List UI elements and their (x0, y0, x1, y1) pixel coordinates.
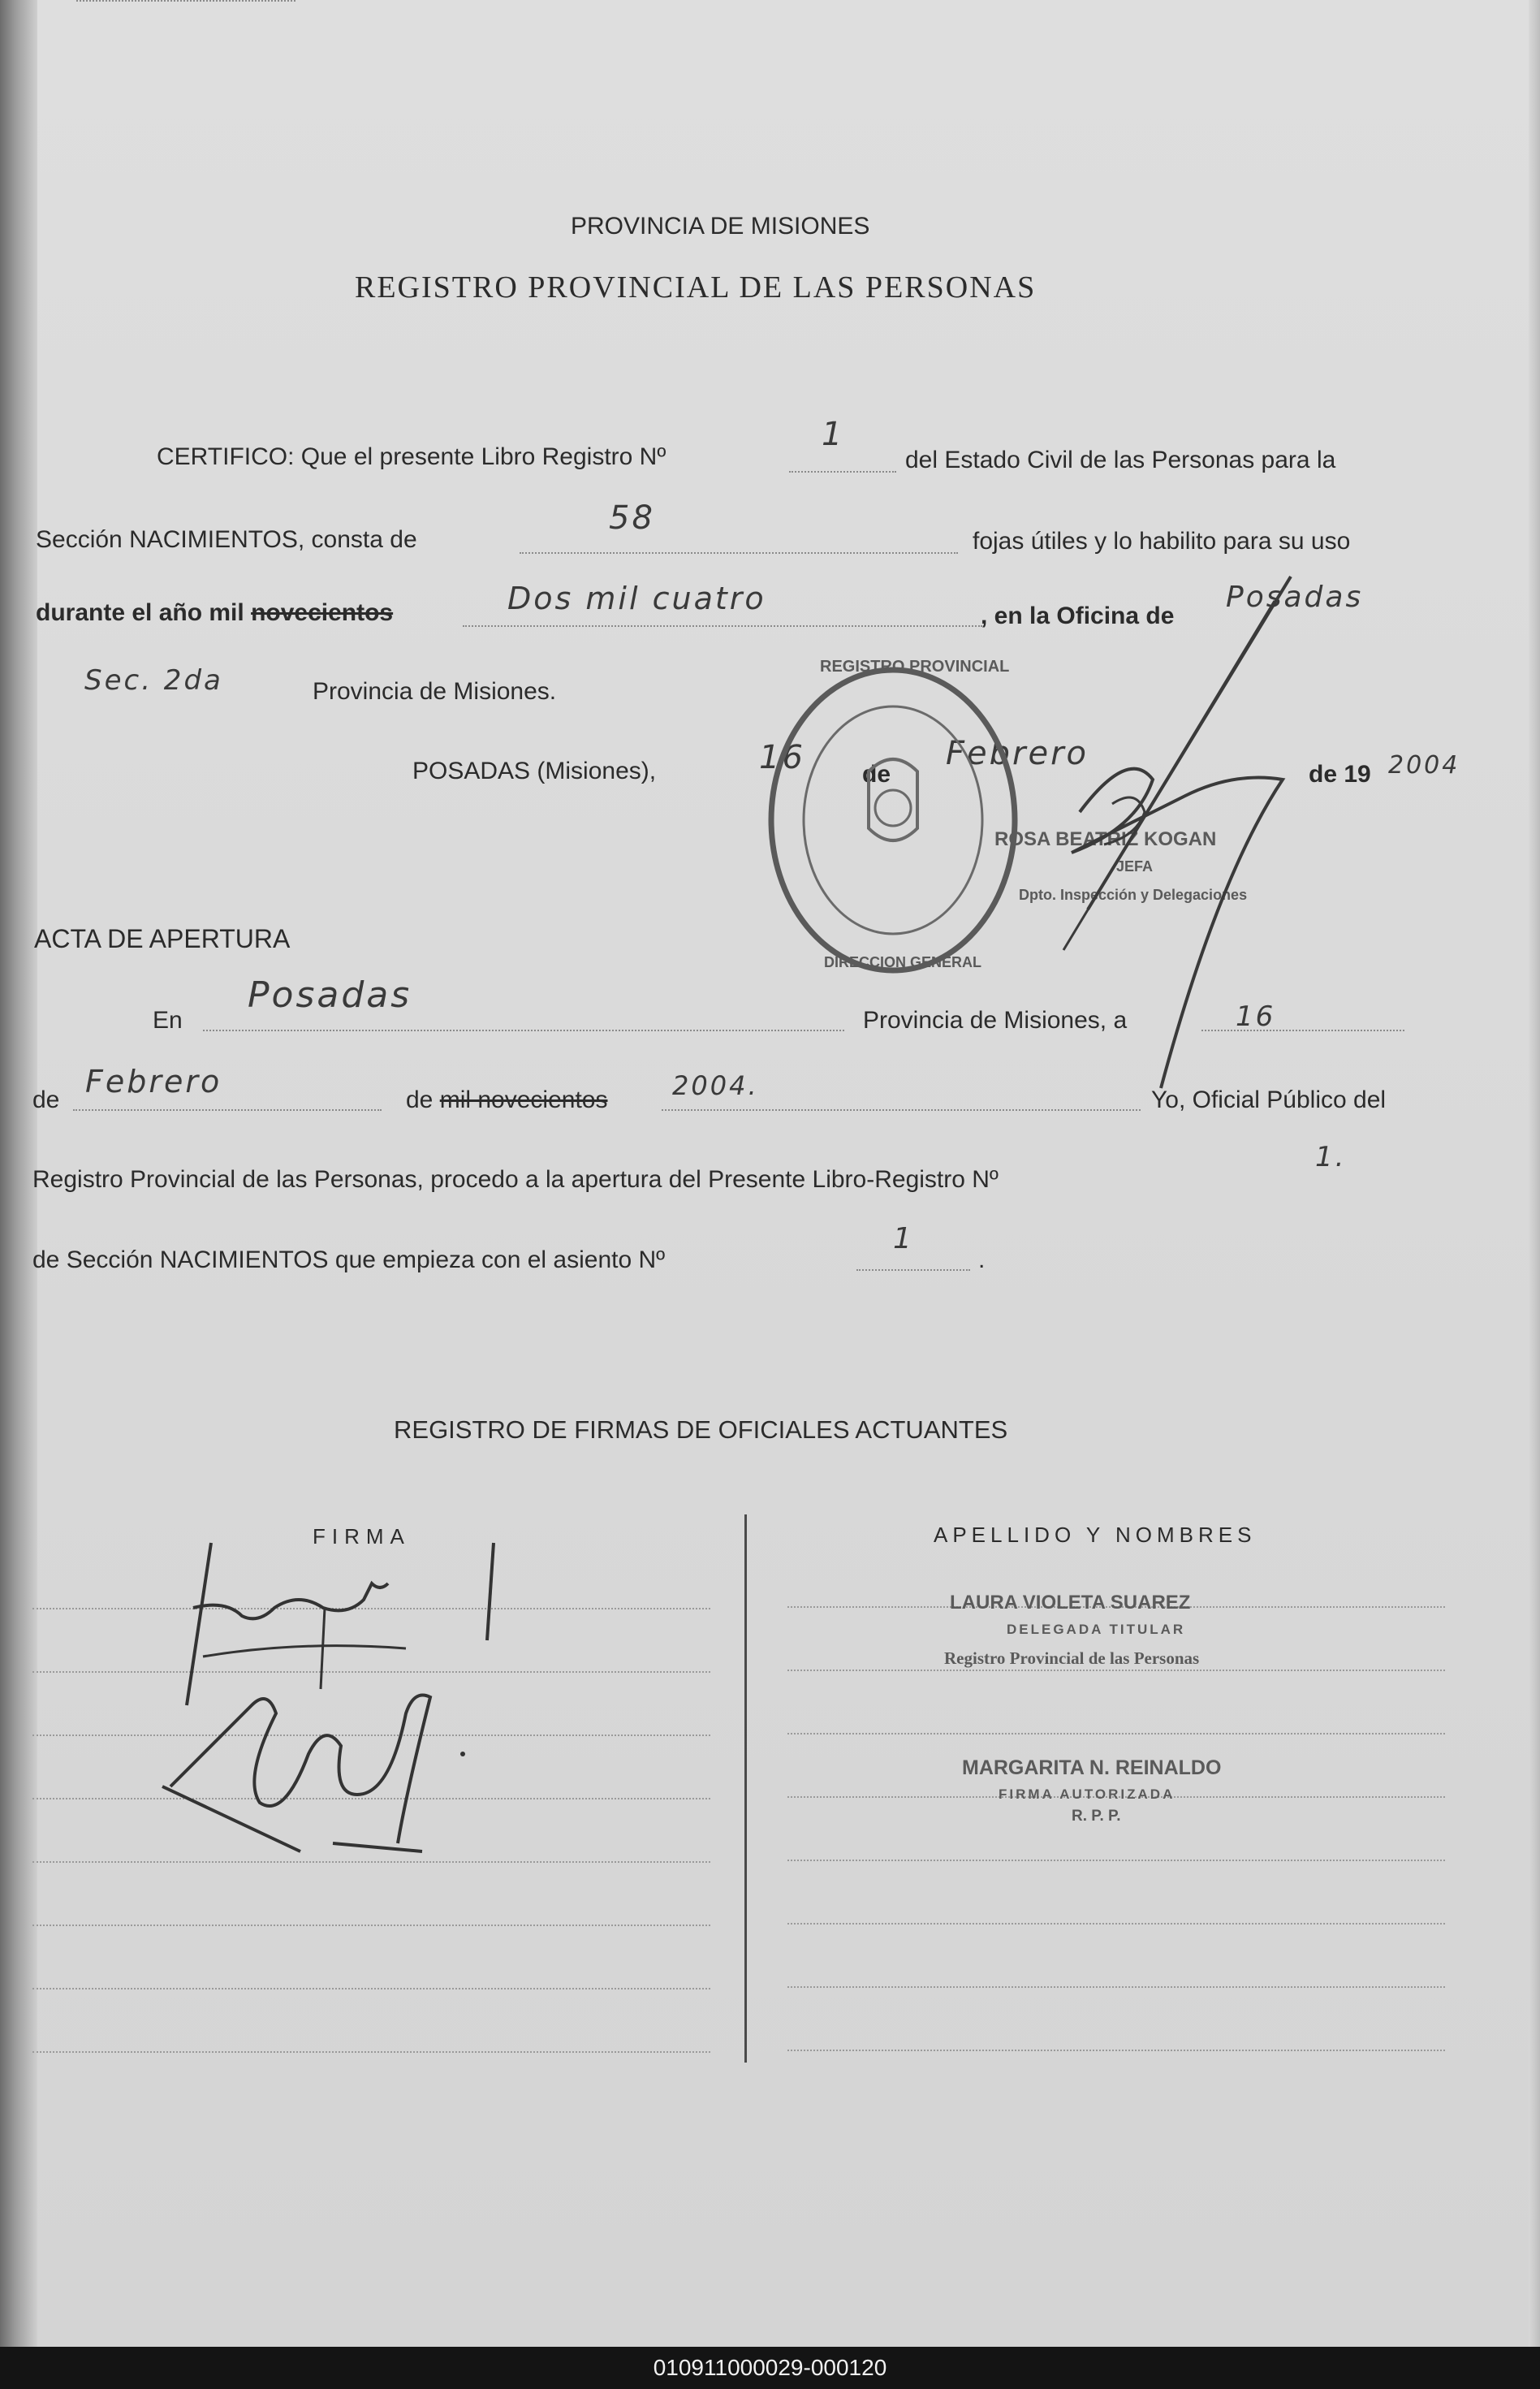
names-rule-7 (787, 1986, 1445, 1988)
cert-line3-blank (463, 625, 982, 627)
signatures-title: REGISTRO DE FIRMAS DE OFICIALES ACTUANTES (394, 1415, 1008, 1444)
firma-rule-7 (32, 1988, 710, 1989)
entry-1-role: DELEGADA TITULAR (1007, 1622, 1186, 1637)
entry-1-org: Registro Provincial de las Personas (944, 1648, 1200, 1668)
acta-l4-text: de Sección NACIMIENTOS que empieza con el asiento Nº (32, 1246, 666, 1273)
acta-year: 2004. (672, 1070, 759, 1101)
acta-l2-blank (73, 1109, 382, 1111)
seal-text-top: REGISTRO PROVINCIAL (820, 658, 1010, 676)
cert-line2-blank (520, 552, 958, 554)
registry-heading: REGISTRO PROVINCIAL DE LAS PERSONAS (355, 270, 1037, 305)
official-seal-stamp (747, 642, 1039, 999)
entry-2-org: R. P. P. (1072, 1808, 1121, 1825)
scan-id-bar (0, 2347, 1540, 2389)
province-heading: PROVINCIA DE MISIONES (571, 213, 870, 240)
cert-line2-text: Sección NACIMIENTOS, consta de (36, 526, 417, 553)
names-rule-6 (787, 1923, 1445, 1925)
acta-l4-end: . (978, 1246, 986, 1273)
cert-date-de: de (862, 761, 891, 788)
acta-l1-en: En (153, 1007, 183, 1034)
acta-title: ACTA DE APERTURA (34, 924, 291, 953)
acta-month: Febrero (85, 1064, 222, 1099)
cert-date-year-prefix: de 19 (1309, 761, 1371, 788)
acta-book-number: 1. (1315, 1141, 1347, 1173)
acta-l1-blank2 (1201, 1030, 1404, 1031)
names-rule-5 (787, 1860, 1445, 1861)
cert-date-year: 2004 (1388, 751, 1460, 780)
acta-l3-text: Registro Provincial de las Personas, procedo a la apertura del Presente Libro-Registro Nº (32, 1166, 999, 1193)
names-rule-3 (787, 1733, 1445, 1735)
cert-line2-text-b: fojas útiles y lo habilito para su uso (973, 528, 1351, 555)
column-divider (744, 1514, 747, 2063)
stamp-official-title: JEFA (1116, 858, 1154, 875)
acta-l2-official: Yo, Oficial Público del (1151, 1086, 1387, 1113)
acta-l2-blank2 (662, 1109, 1141, 1111)
acta-city: Posadas (248, 974, 412, 1016)
cert-line3-struck: novecientos (251, 599, 394, 626)
names-rule-2 (787, 1670, 1445, 1671)
cert-pages-count: 58 (609, 499, 655, 537)
acta-entry-number: 1 (893, 1222, 914, 1255)
seal-text-bottom: DIRECCION GENERAL (824, 954, 982, 970)
firma-rule-8 (32, 2051, 710, 2053)
cert-line1-text: CERTIFICO: Que el presente Libro Registro Nº (157, 443, 666, 470)
cert-date-month: Febrero (946, 735, 1089, 772)
cert-line3-text (36, 599, 393, 627)
acta-l1-blank (203, 1030, 844, 1031)
firma-signatures (154, 1527, 528, 1884)
col-firma: FIRMA (313, 1524, 411, 1549)
firma-rule-6 (32, 1925, 710, 1926)
acta-l4-blank (856, 1269, 970, 1271)
cert-line1-blank (789, 471, 896, 473)
entry-2-role: FIRMA AUTORIZADA (999, 1786, 1175, 1802)
cert-line4-text: Provincia de Misiones. (313, 678, 557, 705)
names-rule-8 (787, 2050, 1445, 2051)
entry-2-name: MARGARITA N. REINALDO (962, 1756, 1222, 1779)
cert-book-number: 1 (822, 416, 845, 453)
cert-year-written: Dos mil cuatro (507, 581, 766, 616)
acta-l2-struck: mil novecientos (439, 1086, 608, 1113)
acta-l2-de: de (32, 1086, 60, 1113)
scan-id-code: 010911000029-000120 (653, 2355, 887, 2380)
cert-line4-blank (76, 0, 295, 2)
cert-date-day: 16 (759, 739, 805, 776)
certificate-signature (1031, 568, 1339, 1137)
acta-l2-text (406, 1086, 607, 1114)
acta-l2-de2: de (406, 1086, 434, 1113)
acta-day: 16 (1236, 1000, 1276, 1033)
cert-section: Sec. 2da (84, 664, 223, 697)
cert-date-place: POSADAS (Misiones), (412, 758, 657, 784)
cert-line3-text-b: , en la Oficina de (981, 603, 1175, 629)
cert-line1-text-b: del Estado Civil de las Personas para la (905, 447, 1336, 473)
cert-line3-lead: durante el año mil (36, 599, 244, 626)
cert-office-city: Posadas (1226, 581, 1364, 614)
entry-1-name: LAURA VIOLETA SUAREZ (950, 1592, 1191, 1614)
acta-l1-text: Provincia de Misiones, a (863, 1007, 1128, 1034)
stamp-official-name: ROSA BEATRIZ KOGAN (994, 828, 1217, 850)
page-right-edge (1529, 0, 1540, 2347)
stamp-official-dept: Dpto. Inspección y Delegaciones (1019, 887, 1248, 903)
col-names: APELLIDO Y NOMBRES (934, 1523, 1257, 1547)
